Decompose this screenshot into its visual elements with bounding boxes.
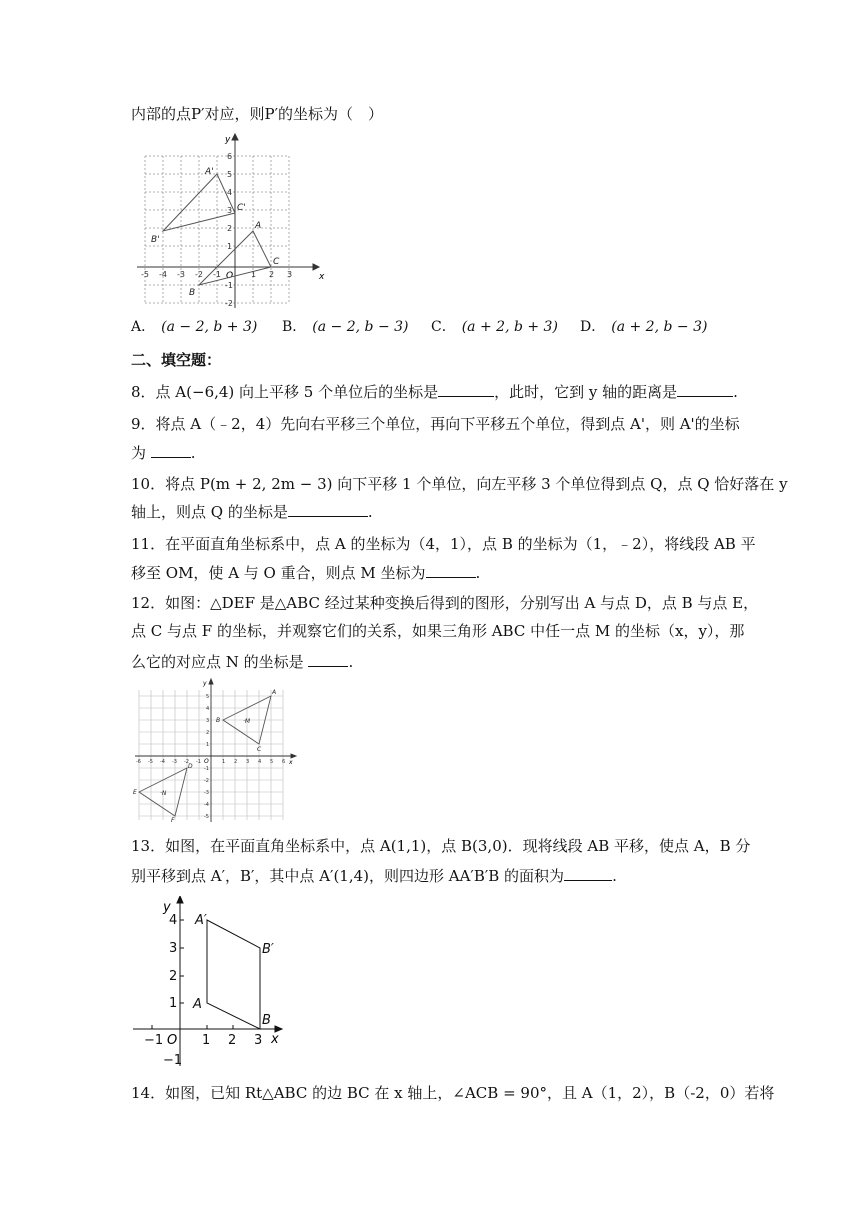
svg-text:-3: -3 xyxy=(177,270,185,279)
svg-text:5: 5 xyxy=(270,759,274,765)
q9-blank[interactable] xyxy=(151,443,191,458)
svg-text:-5: -5 xyxy=(141,270,149,279)
q12-line1: 12．如图：△DEF 是△ABC 经过某种变换后得到的图形，分别写出 A 与点 D，点 B 与点 E， xyxy=(131,594,759,612)
fig3-x-ticks xyxy=(144,1033,262,1048)
svg-text:1: 1 xyxy=(222,759,226,765)
svg-text:3: 3 xyxy=(169,941,178,956)
q13-line2: 别平移到点 A′，B′，其中点 A′(1,4)，则四边形 AA′B′B 的面积为 . xyxy=(131,867,617,885)
svg-text:1: 1 xyxy=(202,1033,211,1048)
fig2-label-c: C xyxy=(257,746,262,753)
q12-line2: 点 C 与点 F 的坐标，并观察它们的关系，如果三角形 ABC 中任一点 M 的坐标（x，y），那 xyxy=(131,622,745,640)
fig1-x-ticks xyxy=(141,270,292,279)
svg-text:2: 2 xyxy=(228,1033,237,1048)
svg-text:-1: -1 xyxy=(225,281,233,290)
fig2-label-n: ·N xyxy=(160,790,167,797)
svg-text:-2: -2 xyxy=(225,299,233,308)
fig3-parallelogram-aa1b1b xyxy=(207,920,260,1029)
fig1-y-ticks xyxy=(225,152,233,308)
svg-text:−1: −1 xyxy=(163,1053,183,1068)
svg-text:6: 6 xyxy=(282,759,286,765)
svg-text:-5: -5 xyxy=(148,759,153,765)
fig1-label-a: A xyxy=(255,221,262,231)
fig2-label-e: E xyxy=(133,789,137,796)
fig1-x-label: x xyxy=(319,272,325,282)
fig1-label-c: C xyxy=(273,257,280,267)
q12-blank[interactable] xyxy=(308,652,348,667)
svg-text:-2: -2 xyxy=(184,759,189,765)
fig2-axes xyxy=(135,679,296,822)
svg-text:1: 1 xyxy=(206,742,210,748)
svg-text:4: 4 xyxy=(227,188,233,197)
q13-blank[interactable] xyxy=(564,866,612,881)
q10-blank[interactable] xyxy=(288,502,368,517)
figure-3-parallelogram xyxy=(131,896,291,1068)
svg-text:1: 1 xyxy=(251,270,257,279)
q7-option-a[interactable]: A． (a − 2, b + 3) xyxy=(131,319,258,335)
q12-line3: 么它的对应点 N 的坐标是 . xyxy=(131,653,354,671)
svg-text:5: 5 xyxy=(227,170,233,179)
fig2-label-d: D xyxy=(188,763,193,770)
svg-text:2: 2 xyxy=(234,759,238,765)
q8-blank-2[interactable] xyxy=(677,382,733,397)
fig1-label-a1: A' xyxy=(205,167,214,177)
svg-text:-4: -4 xyxy=(159,270,167,279)
fig3-x-label: x xyxy=(271,1032,279,1047)
section-title: 二、填空题： xyxy=(131,351,222,369)
svg-text:-3: -3 xyxy=(204,790,209,796)
svg-text:3: 3 xyxy=(287,270,293,279)
q8-blank-1[interactable] xyxy=(438,382,494,397)
fig1-triangle-a1b1c1 xyxy=(163,174,235,231)
svg-text:4: 4 xyxy=(258,759,262,765)
svg-text:-4: -4 xyxy=(204,802,209,808)
fig1-label-c1: C' xyxy=(237,203,246,213)
q9-line2: 为 . xyxy=(131,444,196,462)
q7-intro: 内部的点P′对应，则P′的坐标为（ ） xyxy=(131,105,383,123)
fig1-label-b1: B' xyxy=(151,235,160,245)
q9-line1: 9．将点 A（﹣2，4）先向右平移三个单位，再向下平移五个单位，得到点 A'，则 A'的坐标 xyxy=(131,415,740,433)
svg-text:1: 1 xyxy=(169,996,178,1011)
fig1-origin: O xyxy=(226,271,234,281)
fig2-label-a: A xyxy=(272,689,277,696)
fig3-label-a: A xyxy=(193,997,202,1012)
q7-option-b[interactable]: B． (a − 2, b − 3) xyxy=(282,319,409,335)
fig2-label-f: F xyxy=(171,817,175,824)
svg-text:3: 3 xyxy=(254,1033,263,1048)
svg-text:5: 5 xyxy=(206,694,210,700)
q10-line1: 10．将点 P(m + 2, 2m − 3) 向下平移 1 个单位，向左平移 3 个单位得到点 Q，点 Q 恰好落在 y xyxy=(131,475,788,493)
figure-1-translation-triangles xyxy=(131,132,327,312)
fig2-origin: O xyxy=(204,758,209,765)
q14-line1: 14．如图，已知 Rt△ABC 的边 BC 在 x 轴上，∠ACB = 90°，且 A（1，2），B（-2，0）若将 xyxy=(131,1084,775,1102)
fig2-y-label: y xyxy=(203,680,207,687)
svg-text:-2: -2 xyxy=(204,778,209,784)
svg-text:−1: −1 xyxy=(144,1033,164,1048)
q11-line2: 移至 OM，使 A 与 O 重合，则点 M 坐标为 . xyxy=(131,564,481,582)
svg-text:-6: -6 xyxy=(136,759,141,765)
svg-text:3: 3 xyxy=(206,718,210,724)
fig2-x-label: x xyxy=(289,759,293,766)
svg-text:-4: -4 xyxy=(160,759,165,765)
svg-text:-3: -3 xyxy=(172,759,177,765)
svg-text:3: 3 xyxy=(246,759,250,765)
q11-line1: 11．在平面直角坐标系中，点 A 的坐标为（4，1），点 B 的坐标为（1，﹣2），将线段 AB 平 xyxy=(131,535,756,553)
fig2-y-ticks xyxy=(204,694,209,820)
fig1-y-label: y xyxy=(225,135,231,145)
fig1-label-b: B xyxy=(189,288,196,298)
svg-text:-1: -1 xyxy=(213,270,221,279)
fig3-origin: O xyxy=(167,1033,178,1048)
fig3-y-label: y xyxy=(163,900,171,915)
fig2-label-m: ·M xyxy=(243,718,251,725)
svg-text:-5: -5 xyxy=(204,814,209,820)
svg-text:4: 4 xyxy=(206,706,210,712)
q11-blank[interactable] xyxy=(426,563,476,578)
svg-text:-1: -1 xyxy=(204,766,209,772)
svg-text:2: 2 xyxy=(206,730,210,736)
svg-text:2: 2 xyxy=(269,270,275,279)
fig3-label-b1: B′ xyxy=(262,942,274,957)
figure-2-triangles-abc-def xyxy=(131,676,299,824)
svg-text:2: 2 xyxy=(169,969,178,984)
fig3-label-b: B xyxy=(262,1013,271,1028)
fig3-label-a1: A′ xyxy=(195,913,207,928)
q7-option-d[interactable]: D． (a + 2, b − 3) xyxy=(580,319,708,335)
q10-line2: 轴上，则点 Q 的坐标是 . xyxy=(131,503,373,521)
q8: 8．点 A(−6,4) 向上平移 5 个单位后的坐标是 ，此时，它到 y 轴的距离是 . xyxy=(131,383,738,401)
fig2-label-b: B xyxy=(216,717,221,724)
svg-text:1: 1 xyxy=(227,242,233,251)
q13-line1: 13．如图，在平面直角坐标系中，点 A(1,1)，点 B(3,0)．现将线段 AB 平移，使点 A，B 分 xyxy=(131,837,751,855)
q7-option-c[interactable]: C． (a + 2, b + 3) xyxy=(431,319,558,335)
svg-text:6: 6 xyxy=(227,152,233,161)
svg-text:2: 2 xyxy=(227,224,233,233)
svg-text:3: 3 xyxy=(227,206,233,215)
svg-text:4: 4 xyxy=(169,913,178,928)
svg-text:-1: -1 xyxy=(196,759,201,765)
svg-text:-2: -2 xyxy=(195,270,203,279)
